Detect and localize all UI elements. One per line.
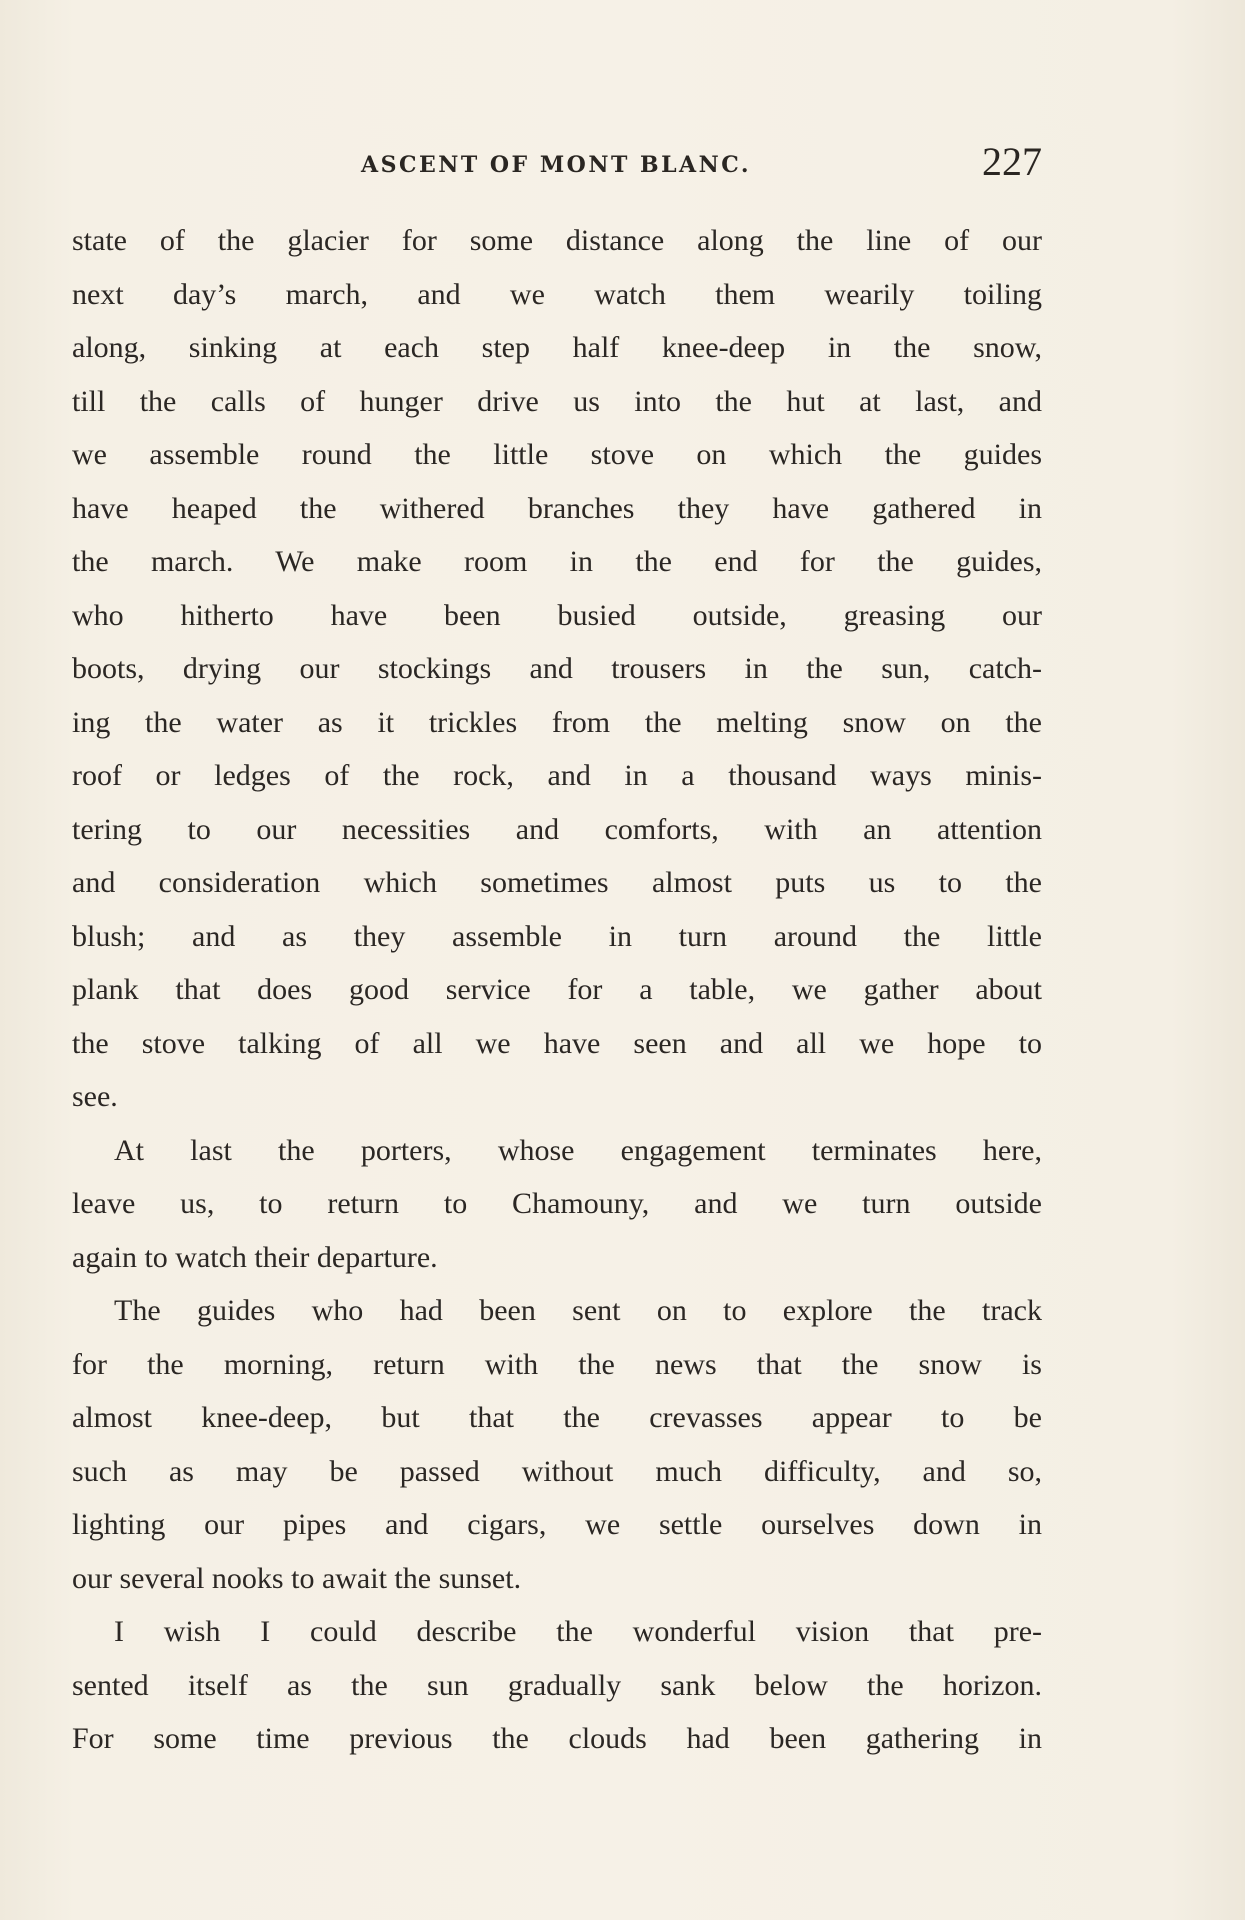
- text-line: tering to our necessities and comforts, with an attention: [72, 812, 1042, 846]
- text-line: ing the water as it trickles from the melting snow on the: [72, 705, 1042, 739]
- text-line: and consideration which sometimes almost puts us to the: [72, 866, 1042, 899]
- text-line: state of the glacier for some distance along the line of our: [72, 224, 1042, 257]
- text-line: for the morning, return with the news that the snow is: [72, 1347, 1042, 1381]
- text-line: I wish I could describe the wonderful vision that pre-: [114, 1615, 1042, 1648]
- text-line: plank that does good service for a table, we gather about: [72, 973, 1042, 1006]
- text-line: sented itself as the sun gradually sank below the horizon.: [72, 1668, 1042, 1702]
- text-line: again to watch their departure.: [72, 1240, 438, 1274]
- text-line: blush; and as they assemble in turn around the little: [72, 919, 1042, 953]
- text-line: The guides who had been sent on to explore the track: [114, 1294, 1042, 1327]
- body-text: [72, 214, 1042, 1766]
- page-number: 227: [982, 139, 1042, 184]
- text-line: boots, drying our stockings and trousers in the sun, catch-: [72, 652, 1042, 685]
- text-line: roof or ledges of the rock, and in a thousand ways minis-: [72, 759, 1042, 792]
- text-line: who hitherto have been busied outside, greasing our: [72, 598, 1042, 632]
- text-line: the march. We make room in the end for the guides,: [72, 545, 1042, 578]
- text-line: our several nooks to await the sunset.: [72, 1561, 522, 1595]
- running-head: [70, 138, 1042, 188]
- text-line: the stove talking of all we have seen and all we hope to: [72, 1026, 1042, 1060]
- text-line: we assemble round the little stove on which the guides: [72, 438, 1042, 471]
- text-line: along, sinking at each step half knee-deep in the snow,: [72, 331, 1042, 364]
- text-line: leave us, to return to Chamouny, and we turn outside: [72, 1187, 1042, 1220]
- text-line: almost knee-deep, but that the crevasses appear to be: [72, 1401, 1042, 1434]
- text-line: till the calls of hunger drive us into the hut at last, and: [72, 384, 1042, 418]
- text-line: For some time previous the clouds had been gathering in: [72, 1722, 1042, 1755]
- text-line: such as may be passed without much difficulty, and so,: [72, 1454, 1042, 1488]
- text-line: have heaped the withered branches they have gathered in: [72, 491, 1042, 525]
- text-line: At last the porters, whose engagement terminates here,: [114, 1133, 1042, 1167]
- running-title: ASCENT OF MONT BLANC.: [361, 152, 751, 178]
- text-line: next day’s march, and we watch them wearily toiling: [72, 277, 1042, 311]
- text-line: see.: [72, 1080, 118, 1113]
- text-line: lighting our pipes and cigars, we settle ourselves down in: [72, 1508, 1042, 1541]
